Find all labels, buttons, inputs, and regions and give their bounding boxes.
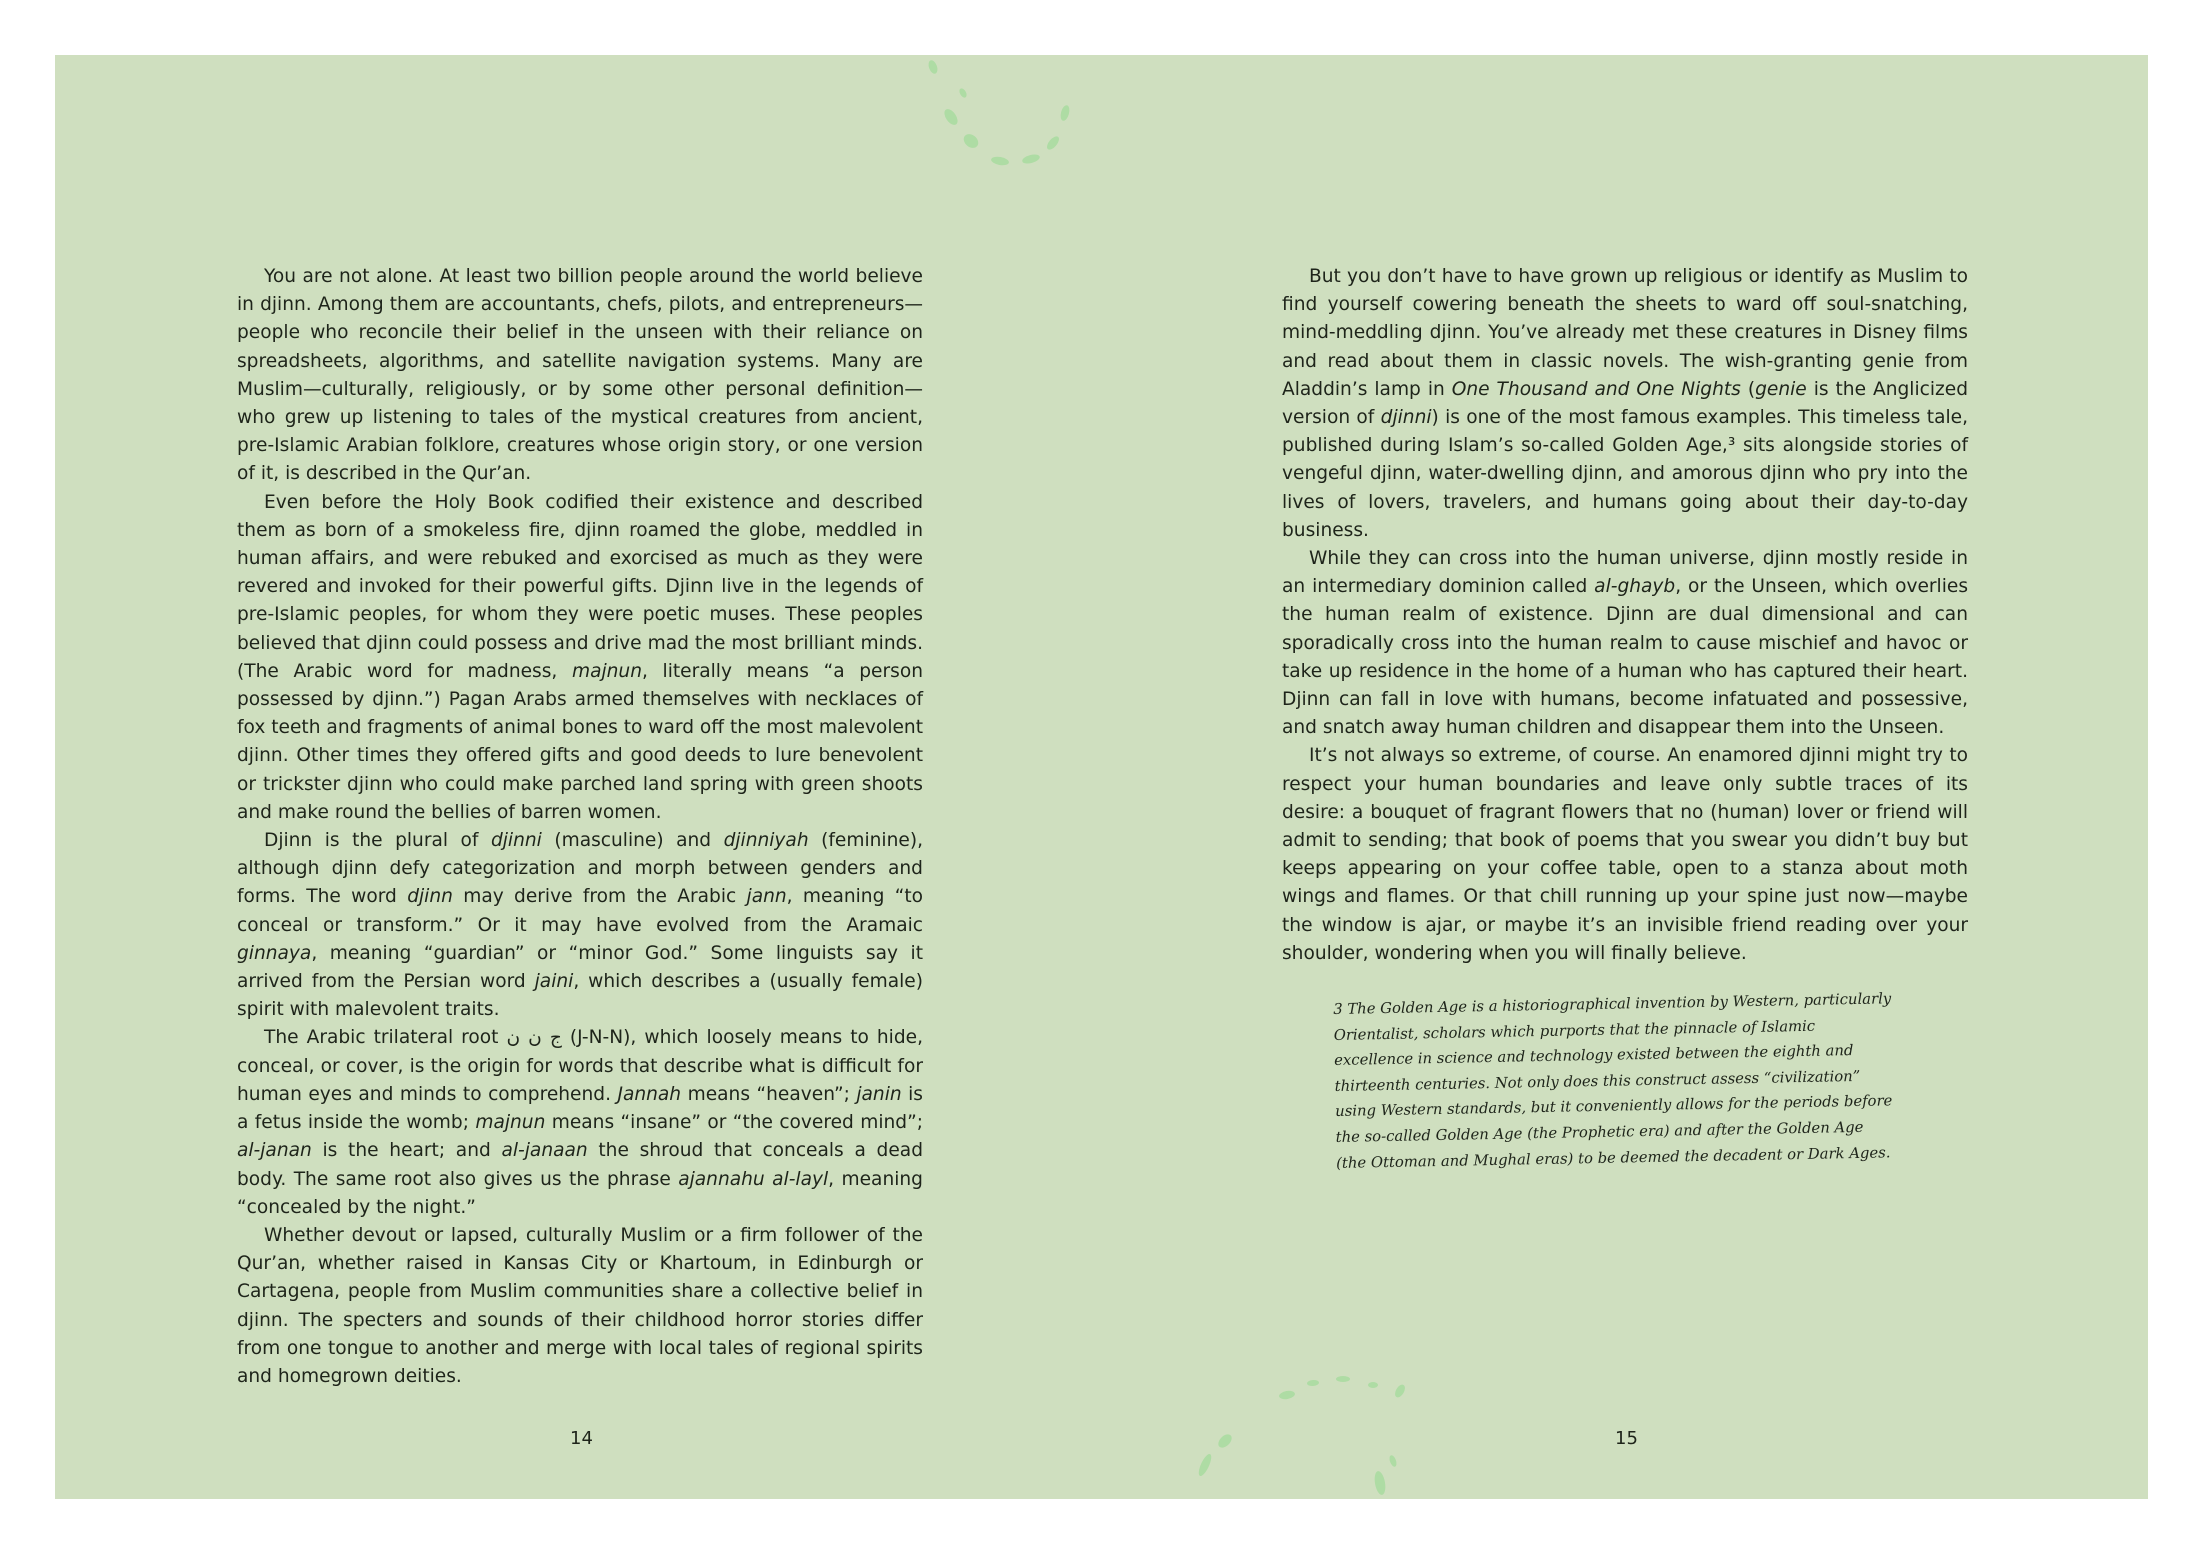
page-number: 15 <box>1615 1428 1638 1449</box>
paragraph: It’s not always so extreme, of course. An enamored djinni might try to respect your human boundaries and leave only subtle traces of its desire: a bouquet of fragrant flowers that no (human) lover or friend will admit to sending; that book of poems that you swear you didn’t buy but keeps appearing on your coffee table, open to a stanza about moth wings and flames. Or that chill running up your spine just now—maybe the window is ajar, or maybe it’s an invisible friend reading over your shoulder, wondering when you will finally believe. <box>1282 745 1968 964</box>
paragraph: While they can cross into the human universe, djinn mostly reside in an intermediary dominion called al-ghayb, or the Unseen, which overlies the human realm of existence. Djinn are dual dimensional and can sporadically cross into the human realm to cause mischief and havoc or take up residence in the home of a human who has captured their heart. Djinn can fall in love with humans, become infatuated and possessive, and snatch away human children and disappear them into the Unseen. <box>1282 548 1969 739</box>
decorative-swirl-top <box>855 55 1155 185</box>
paragraph: You are not alone. At least two billion people around the world believe in djinn. Among them are accountants, chefs, pilots, and entrepreneurs—people who reconcile their belief in the unseen with their reliance on spreadsheets, algorithms, and satellite navigation systems. Many are Muslim—culturally, religiously, or by some other personal definition—who grew up listening to tales of the mystical creatures from ancient, pre-Islamic Arabian folklore, creatures whose origin story, or one version of it, is described in the Qur’an. <box>237 266 923 485</box>
left-page-body <box>237 263 923 1391</box>
page-number: 14 <box>570 1428 593 1449</box>
paragraph: Even before the Holy Book codified their existence and described them as born of a smokeless fire, djinn roamed the globe, meddled in human affairs, and were rebuked and exorcised as much as they were revered and invoked for their powerful gifts. Djinn live in the legends of pre-Islamic peoples, for whom they were poetic muses. These peoples believed that djinn could possess and drive mad the most brilliant minds. (The Arabic word for madness, majnun, literally means “a person possessed by djinn.”) Pagan Arabs armed themselves with necklaces of fox teeth and fragments of animal bones to ward off the most malevolent djinn. Other times they offered gifts and good deeds to lure benevolent or trickster djinn who could make parched land spring with green shoots and make round the bellies of barren women. <box>237 491 923 823</box>
paragraph: The Arabic trilateral root ج ن ن (J-N-N), which loosely means to hide, conceal, or cover, is the origin for words that describe what is difficult for human eyes and minds to comprehend. Jannah means “heaven”; janin is a fetus inside the womb; majnun means “insane” or “the covered mind”; al-janan is the heart; and al-janaan the shroud that conceals a dead body. The same root also gives us the phrase ajannahu al-layl, meaning “concealed by the night.” <box>237 1027 923 1218</box>
right-page-body <box>1282 263 1968 968</box>
paragraph: But you don’t have to have grown up religious or identify as Muslim to find yourself cowering beneath the sheets to ward off soul-snatching, mind-meddling djinn. You’ve already met these creatures in Disney films and read about them in classic novels. The wish-granting genie from Aladdin’s lamp in One Thousand and One Nights (genie is the Anglicized version of djinni) is one of the most famous examples. This timeless tale, published during Islam’s so-called Golden Age,³ sits alongside stories of vengeful djinn, water-dwelling djinn, and amorous djinn who pry into the lives of lovers, travelers, and humans going about their day-to-day business. <box>1282 266 1968 541</box>
paragraph: Djinn is the plural of djinni (masculine) and djinniyah (feminine), although djinn defy categorization and morph between genders and forms. The word djinn may derive from the Arabic jann, meaning “to conceal or transform.” Or it may have evolved from the Aramaic ginnaya, meaning “guardian” or “minor God.” Some linguists say it arrived from the Persian word jaini, which describes a (usually female) spirit with malevolent traits. <box>237 830 923 1021</box>
paragraph: Whether devout or lapsed, culturally Muslim or a firm follower of the Qur’an, whether raised in Kansas City or Khartoum, in Edinburgh or Cartagena, people from Muslim communities share a collective belief in djinn. The specters and sounds of their childhood horror stories differ from one tongue to another and merge with local tales of regional spirits and homegrown deities. <box>237 1224 923 1387</box>
decorative-swirl-bottom <box>1175 1365 1495 1499</box>
book-spread <box>55 55 2148 1499</box>
footnote: 3 The Golden Age is a historiographical invention by Western, particularly Orientalist, scholars which purports that the pinnacle of Islamic excellence in science and technology existed between the eighth and thirteenth centuries. Not only does this construct assess “civilization” using Western standards, but it conveniently allows for the periods before the so-called Golden Age (the Prophetic era) and after the Golden Age (the Ottoman and Mughal eras) to be deemed the decadent or Dark Ages. <box>1333 990 1893 1172</box>
